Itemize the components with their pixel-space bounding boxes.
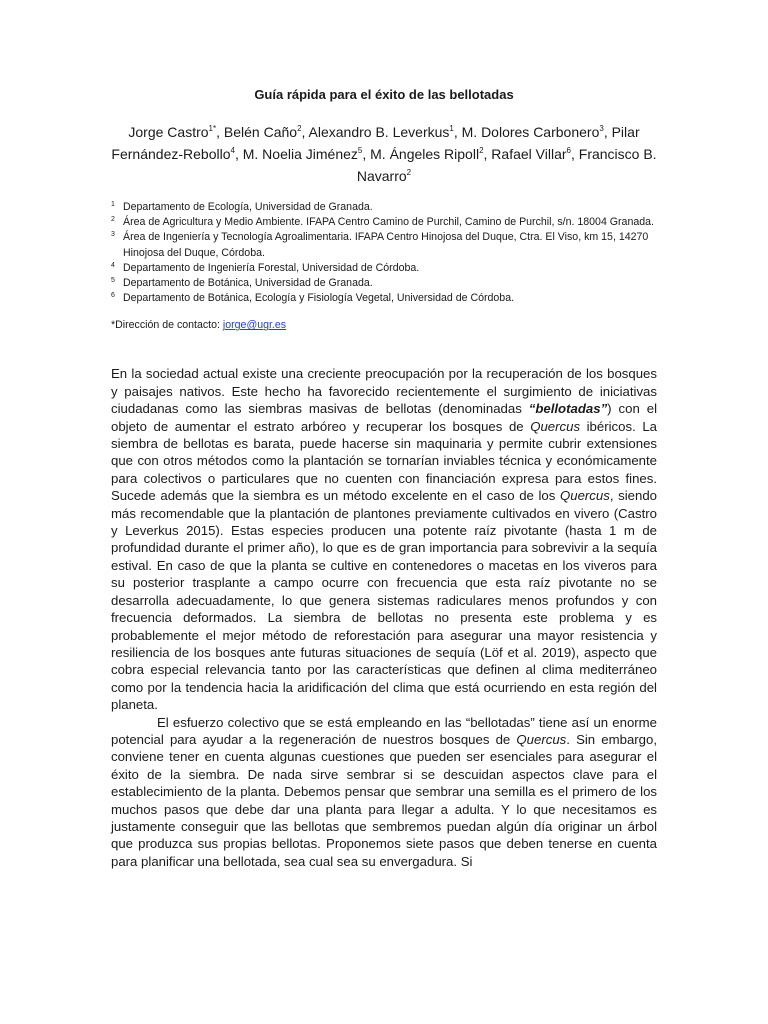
affiliation-number: 4 <box>111 261 115 269</box>
body-text <box>111 365 657 870</box>
author-separator: , <box>362 146 371 162</box>
author-name: Belén Caño <box>223 124 298 140</box>
author-name: M. Ángeles Ripoll <box>370 146 480 162</box>
document-title: Guía rápida para el éxito de las bellotadas <box>254 87 514 102</box>
paragraph-1 <box>111 365 657 713</box>
affiliation-text: Departamento de Ingeniería Forestal, Universidad de Córdoba. <box>123 261 420 274</box>
author-affiliation-mark: 2 <box>297 124 302 133</box>
text-run: ibéricos. La siembra de bellotas es barata, puede hacerse sin maquinaria y permite cubrir extensiones que con otros métodos como la plantación se tornarían inviables técnica y económicamente para colectivos o particulares que no cuenten con financiación expresa para estos fines. Sucede además que la siembra es un método excelente en el caso de los <box>111 418 657 504</box>
emphasized-term: “bellotadas” <box>528 401 608 417</box>
author-name: M. Dolores Carbonero <box>461 124 600 140</box>
affiliation-number: 6 <box>111 292 115 300</box>
author-separator: , <box>234 146 243 162</box>
text-run: ) con el objeto de aumentar el estrato arbóreo y recuperar los bosques de <box>111 401 657 434</box>
author-separator: , <box>483 146 492 162</box>
author-affiliation-mark: 1 <box>449 124 454 133</box>
affiliations <box>111 200 657 306</box>
author-affiliation-mark: 5 <box>357 146 363 155</box>
text-run: El esfuerzo colectivo que se está empleando en las “bellotadas” tiene así un enorme potencial para ayudar a la regeneración de nuestros bosques de <box>111 714 657 747</box>
affiliation-number: 3 <box>111 231 115 239</box>
author-name: Rafael Villar <box>491 146 567 162</box>
affiliation-text: Departamento de Botánica, Universidad de Granada. <box>123 277 373 290</box>
author-name: M. Noelia Jiménez <box>242 146 358 162</box>
text-run: , siendo más recomendable que la plantación de plantones previamente cultivados en vivero (Castro y Leverkus 2015). Estas especies producen una potente raíz pivotante (hasta 1 m de profundidad durante el primer año), lo que es de gran importancia para sobrevivir a la sequía estival. En caso de que la planta se cultive en contenedores o macetas en los viveros para su posterior trasplante a campo ocurre con frecuencia que esta raíz pivotante no se desarrolla adecuadamente, lo que genera sistemas radiculares menos profundos y con frecuencia deformados. La siembra de bellotas no presenta este problema y es probablemente el mejor método de reforestación para asegurar una mayor resistencia y resiliencia de los bosques ante futuras situaciones de sequía (Löf et al. 2019), aspecto que cobra especial relevancia tanto por las características que definen al clima mediterráneo como por la tendencia hacia la aridificación del clima que está ocurriendo en esta región del planeta. <box>111 488 657 713</box>
affiliation-item <box>111 261 657 276</box>
author-affiliation-mark: 1* <box>208 124 217 133</box>
author-affiliation-mark: 3 <box>599 124 604 133</box>
affiliation-number: 2 <box>111 216 115 224</box>
affiliation-text: Departamento de Ecología, Universidad de Granada. <box>123 201 373 213</box>
affiliation-number: 1 <box>111 201 115 208</box>
affiliation-text: Departamento de Botánica, Ecología y Fisiología Vegetal, Universidad de Córdoba. <box>123 292 515 305</box>
author-separator: , <box>603 124 612 140</box>
author-affiliation-mark: 2 <box>406 168 412 177</box>
author-affiliation-mark: 6 <box>566 146 571 155</box>
affiliation-number: 5 <box>111 277 115 285</box>
affiliation-item <box>111 230 657 260</box>
text-run: . Sin embargo, conviene tener en cuenta algunas cuestiones que pueden ser esenciales para asegurar el éxito de la siembra. De nada sirve sembrar si se descuidan aspectos clave para el establecimiento de la planta. Debemos pensar que sembrar una semilla es el primero de los muchos pasos que debe dar una planta para llegar a adulta. Y lo que necesitamos es justamente conseguir que las bellotas que sembremos puedan algún día originar un árbol que produzca sus propias bellotas. Proponemos siete pasos que deben tenerse en cuenta para planificar una bellotada, sea cual sea su envergadura. Si <box>111 731 658 869</box>
paragraph-2 <box>111 714 657 871</box>
bold-term <box>529 401 607 416</box>
italic-term: Quercus <box>559 488 610 504</box>
author-name: Francisco B. Navarro <box>356 146 657 184</box>
affiliation-item <box>111 200 657 215</box>
affiliation-text: Área de Ingeniería y Tecnología Agroalimentaria. IFAPA Centro Hinojosa del Duque, Ctra. El Viso, km 15, 14270 Hinojosa del Duque, Córdoba. <box>123 231 649 259</box>
author-affiliation-mark: 2 <box>479 146 484 155</box>
author-separator: , <box>570 146 579 162</box>
author-separator: , <box>301 124 309 140</box>
affiliation-item <box>111 215 657 230</box>
author-name: Pilar Fernández-Rebollo <box>111 124 640 162</box>
affiliation-item <box>111 291 657 306</box>
affiliation-item <box>111 276 657 291</box>
author-affiliation-mark: 4 <box>230 146 235 155</box>
italic-term: Quercus <box>516 731 567 747</box>
contact-email-link[interactable]: jorge@ugr.es <box>222 319 287 332</box>
author-separator: , <box>453 124 462 140</box>
author-name: Alexandro B. Leverkus <box>308 124 450 140</box>
contact-line <box>111 318 657 333</box>
affiliation-text: Área de Agricultura y Medio Ambiente. IFAPA Centro Camino de Purchil, Camino de Purchil, s/n. 18004 Granada. <box>123 216 654 229</box>
contact-label: *Dirección de contacto: <box>111 319 223 332</box>
text-run: En la sociedad actual existe una creciente preocupación por la recuperación de los bosques y paisajes nativos. Este hecho ha favorecido recientemente el surgimiento de iniciativas ciudadanas como las siembras masivas de bellotas (denominadas <box>111 366 657 417</box>
author-list <box>111 121 657 187</box>
author-name: Jorge Castro <box>128 124 209 140</box>
author-separator: , <box>216 124 224 140</box>
italic-term: Quercus <box>530 418 581 434</box>
